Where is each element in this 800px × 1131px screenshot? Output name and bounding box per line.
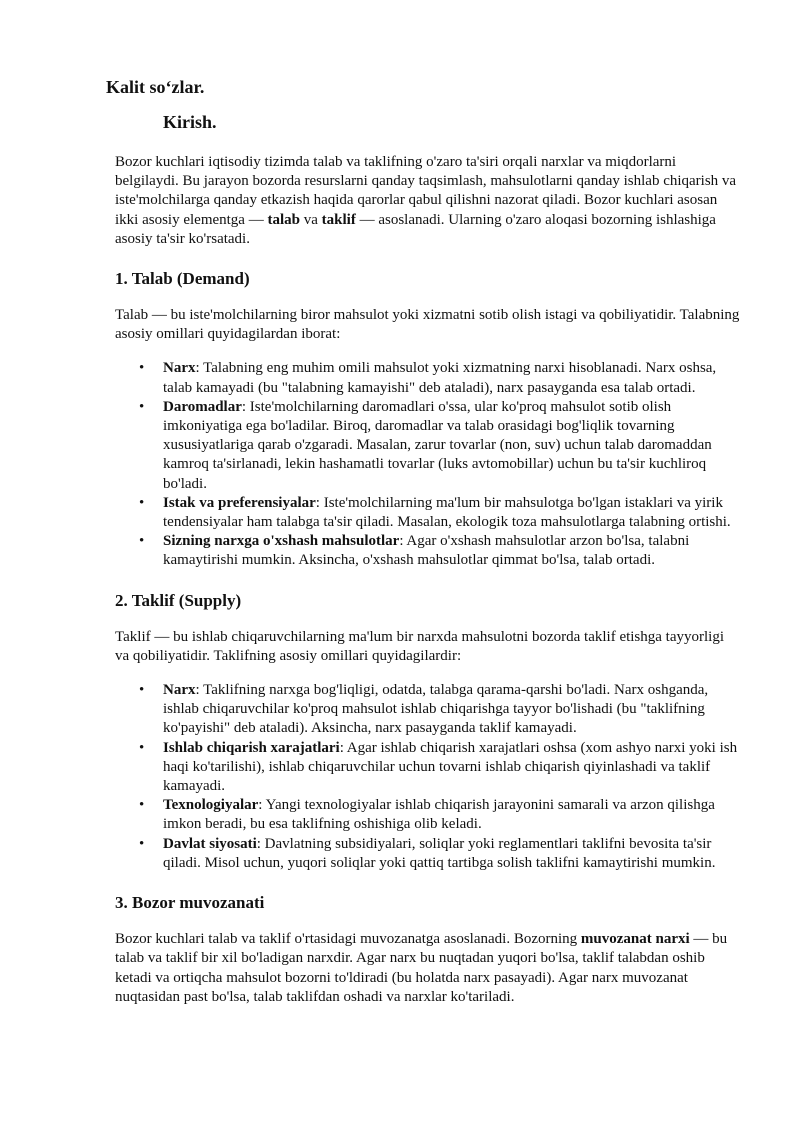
bullet-icon: • — [139, 835, 145, 852]
document-body — [115, 153, 740, 1007]
section2-paragraph: Taklif — bu ishlab chiqaruvchilarning ma'lum bir narxda mahsulotni bozorda taklif etishga tayyorligi va qobiliyatidir. Taklifning asosiy omillari quyidagilardir: — [115, 628, 725, 664]
bullet-term: Daromadlar — [163, 398, 242, 415]
intro-bold-talab: talab — [267, 211, 300, 228]
bullet-text: : Iste'molchilarning ma'lum bir mahsulotga bo'lgan istaklari va yirik tendensiyalar ham talabga ta'sir qiladi. Masalan, ekologik toza mahsulotlarga talabning ortishi. — [163, 494, 731, 531]
bullet-term: Istak va preferensiyalar — [163, 494, 316, 511]
section2-bullet-list — [115, 681, 740, 873]
list-item — [115, 681, 740, 739]
list-item — [115, 796, 740, 834]
bullet-icon: • — [139, 494, 145, 511]
intro-bold-taklif: taklif — [321, 211, 356, 228]
bullet-icon: • — [139, 533, 145, 550]
bullet-term: Texnologiyalar — [163, 797, 259, 814]
bullet-text: : Yangi texnologiyalar ishlab chiqarish jarayonini samarali va arzon qilishga imkon beradi, bu esa taklifning oshishiga olib keladi. — [163, 797, 715, 833]
bullet-term: Davlat siyosati — [163, 835, 257, 852]
bullet-term: Ishlab chiqarish xarajatlari — [163, 739, 340, 756]
section3-text-1: Bozor kuchlari talab va taklif o'rtasidagi muvozanatga asoslanadi. Bozorning — [115, 931, 581, 948]
section3-paragraph — [115, 930, 740, 1007]
bullet-term: Narx — [163, 682, 196, 699]
bullet-icon: • — [139, 739, 145, 756]
section1-paragraph: Talab — bu iste'molchilarning biror mahsulot yoki xizmatni sotib olish istagi va qobiliyatidir. Talabning asosiy omillari quyidagilardan iborat: — [115, 307, 740, 343]
bullet-icon: • — [139, 398, 145, 415]
list-item — [115, 739, 740, 797]
bullet-icon: • — [139, 682, 145, 699]
bullet-text: : Agar ishlab chiqarish xarajatlari oshsa (xom ashyo narxi yoki ish haqi ko'tarilishi), ishlab chiqaruvchilar uchun tovarni ishlab chiqarish qiyinlashadi va taklif kamayadi. — [163, 739, 738, 795]
intro-text-3: — asoslanadi. Ularning o'zaro aloqasi bozorning ishlashiga asosiy ta'sir ko'rsatadi. — [115, 211, 716, 247]
bullet-icon: • — [139, 360, 145, 377]
intro-paragraph — [115, 153, 740, 249]
intro-text-1: Bozor kuchlari iqtisodiy tizimda talab va taklifning o'zaro ta'siri orqali narxlar va miqdorlarni belgilaydi. Bu jarayon bozorda resurslarni qanday taqsimlash, mahsulotlarni qanday ishlab chiqarish va iste'molchilarga qanday etkazish haqida qarorlar qabul qilishni nazorat qiladi. Bozor kuchlari asosan ikki asosiy elementga — — [115, 154, 737, 228]
bullet-text: : Iste'molchilarning daromadlari o'ssa, ular ko'proq mahsulot sotib olish imkoniyatiga ega bo'ladilar. Biroq, daromadlar va talab orasidagi bog'liqlik tovarning xususiyatlariga qarab o'zgaradi. Masalan, zarur tovarlar (non, suv) uchun talab daromaddan kamroq ta'sirlanadi, lekin hashamatli tovarlar (luks avtomobillar) uchun bu ta'sir kuchliroq bo'ladi. — [163, 398, 712, 492]
introduction-heading: Kirish. — [163, 112, 217, 132]
bullet-text: : Talabning eng muhim omili mahsulot yoki xizmatning narxi hisoblanadi. Narx oshsa, talab kamayadi (bu "talabning kamayishi" deb ataladi), narx pasayganda esa talab ortadi. — [163, 360, 717, 396]
section1-title: 1. Talab (Demand) — [115, 269, 250, 289]
list-item — [115, 532, 740, 570]
bullet-text: : Davlatning subsidiyalari, soliqlar yoki reglamentlari taklifni bevosita ta'sir qiladi. Misol uchun, yuqori soliqlar yoki qattiq tartibga solish taklifni kamaytirishi mumkin. — [163, 835, 716, 871]
section1-bullet-list — [115, 359, 740, 570]
bullet-term: Narx — [163, 360, 196, 377]
bullet-icon: • — [139, 797, 145, 814]
list-item — [115, 835, 740, 873]
bullet-text: : Taklifning narxga bog'liqligi, odatda, talabga qarama-qarshi bo'ladi. Narx oshganda, ishlab chiqaruvchilar ko'proq mahsulot ishlab chiqarishga tayyor bo'lishadi (bu "taklifning ko'payishi" deb ataladi). Aksincha, narx pasayganda taklif kamayadi. — [163, 682, 709, 737]
list-item — [115, 359, 740, 397]
section3-bold-equilibrium-price: muvozanat narxi — [580, 931, 690, 948]
bullet-term: Sizning narxga o'xshash mahsulotlar — [163, 533, 400, 550]
section2-title: 2. Taklif (Supply) — [115, 590, 242, 610]
keywords-heading: Kalit so‘zlar. — [106, 77, 205, 97]
bullet-text: : Agar o'xshash mahsulotlar arzon bo'lsa, talabni kamaytirishi mumkin. Aksincha, o'xshash mahsulotlar qimmat bo'lsa, talab ortadi. — [163, 533, 690, 569]
section3-text-2: — bu talab va taklif bir xil bo'ladigan narxdir. Agar narx bu nuqtadan yuqori bo'lsa, taklif talabdan oshib ketadi va ortiqcha mahsulot bozorni to'ldiradi (bu holatda narx pasayadi). Agar narx muvozanat nuqtasidan past bo'lsa, talab taklifdan oshadi va narxlar ko'tariladi. — [115, 931, 728, 1005]
intro-text-2: va — [299, 211, 322, 228]
list-item — [115, 494, 740, 532]
section3-title: 3. Bozor muvozanati — [115, 893, 265, 913]
list-item — [115, 398, 740, 494]
